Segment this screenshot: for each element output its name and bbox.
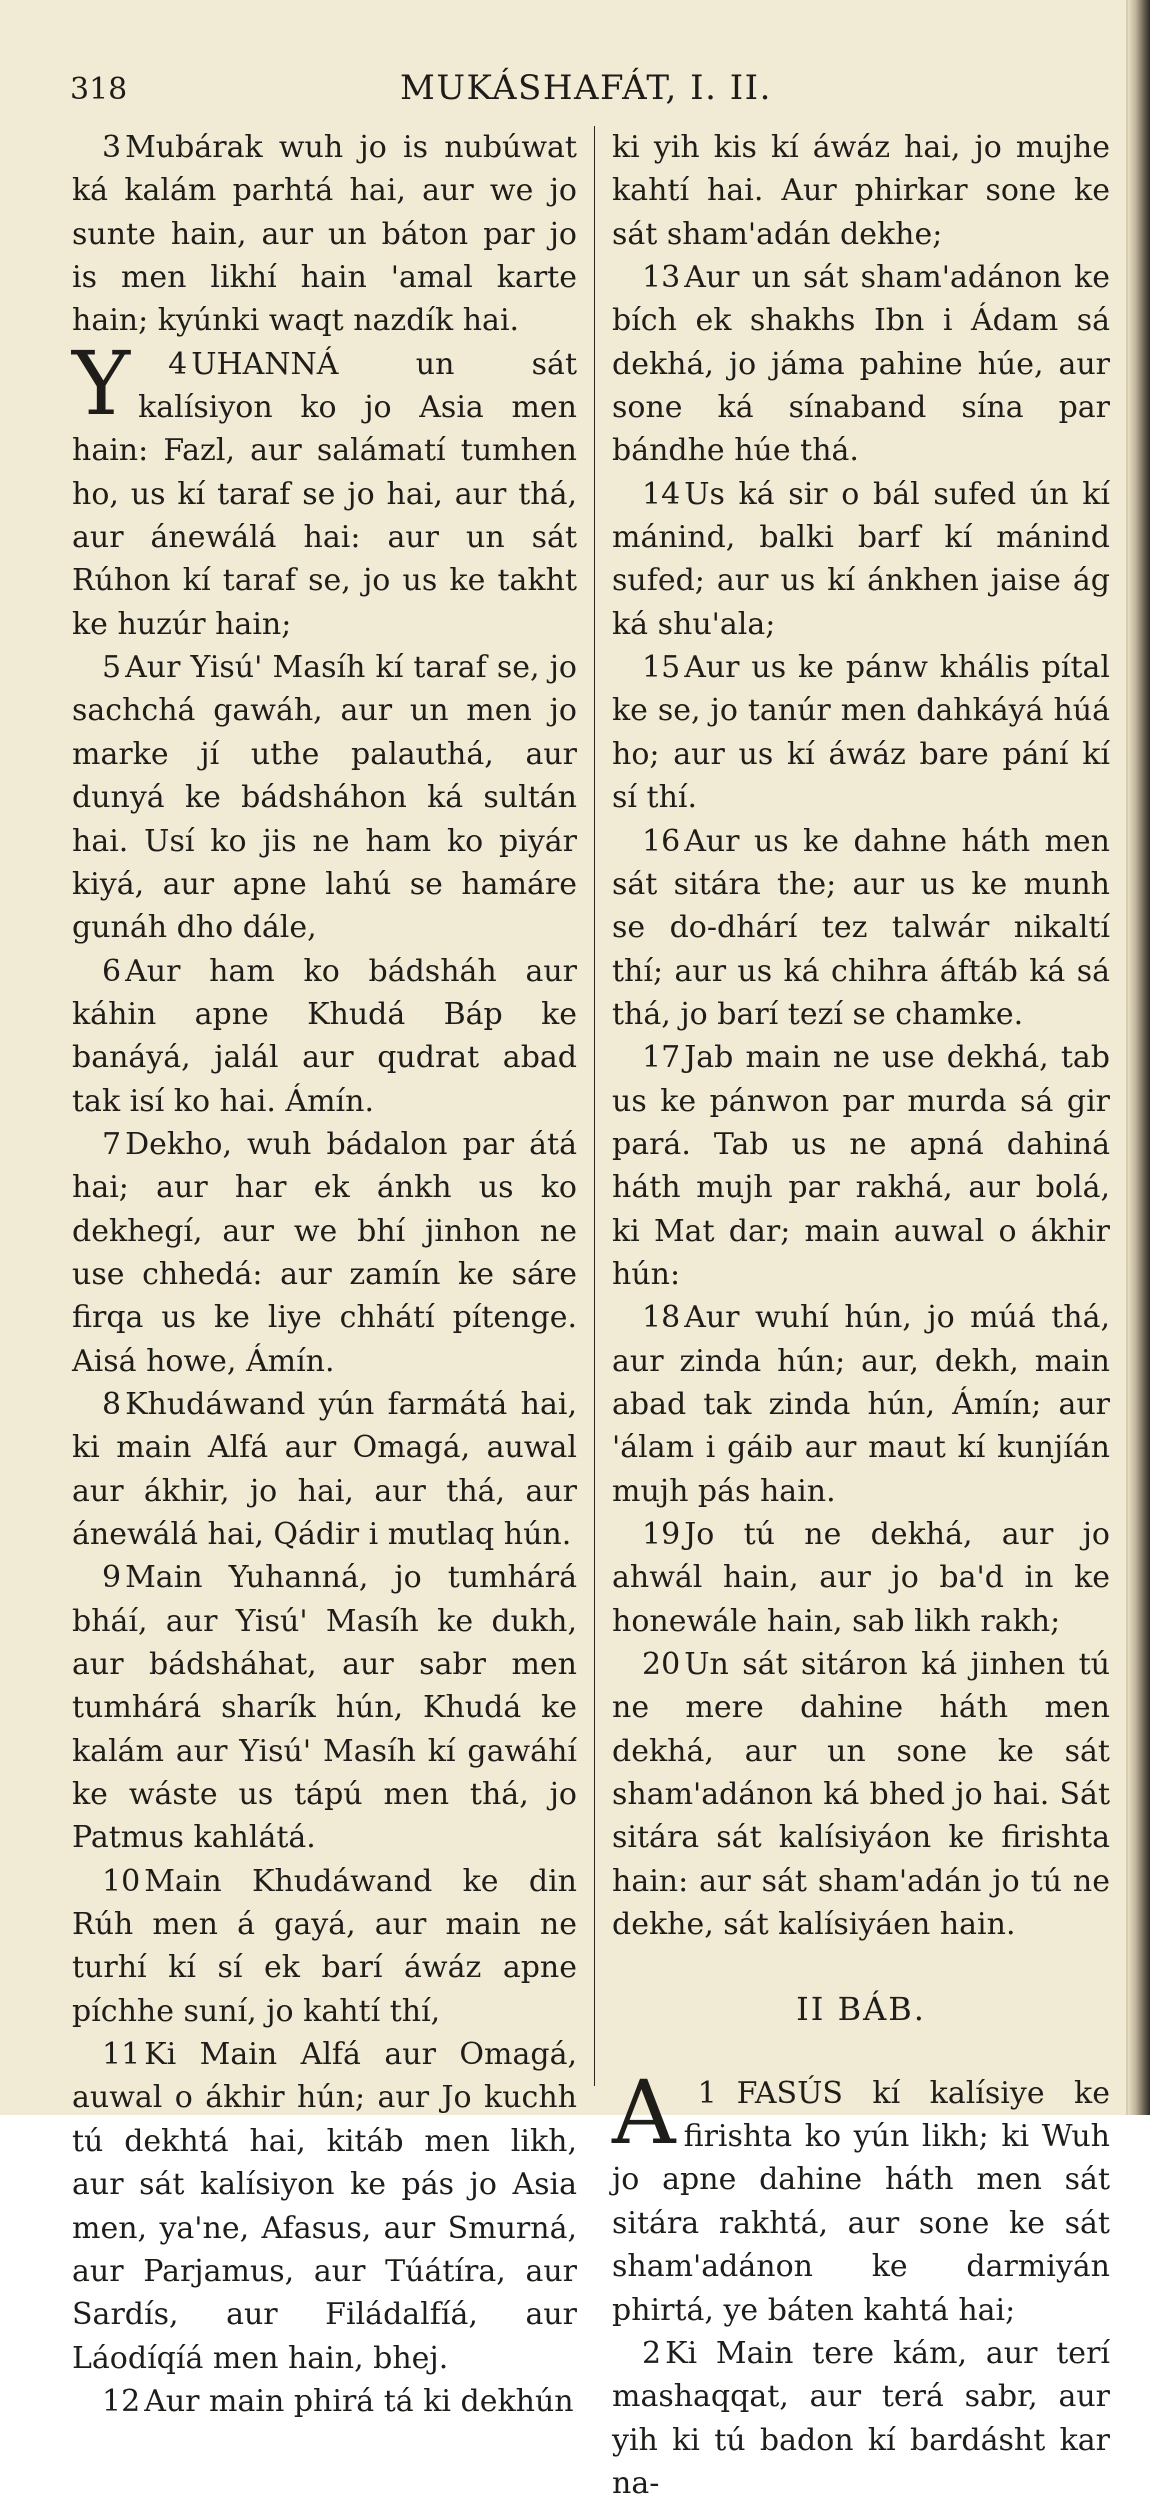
verse-text: Jo tú ne dekhá, aur jo ahwál hain, aur jo ba'd in ke honewále hain, sab likh rakh;	[612, 1517, 1110, 1639]
verse	[72, 1860, 577, 2033]
verse	[612, 256, 1110, 473]
book-page-edge	[1128, 0, 1150, 2115]
verse	[612, 1513, 1110, 1643]
verse	[612, 1296, 1110, 1513]
page-header	[0, 62, 1150, 112]
verse-number: 1	[697, 2075, 717, 2111]
verse-number: 13	[642, 260, 681, 296]
verse	[72, 331, 577, 646]
verse-text: FASÚS kí kalísiye ke firishta ko yún likh; ki Wuh jo apne dahine háth men sát sitára rakhtá, aur sone ke sát sham'adánon ke darmiyán phirtá, ye báten kahtá hai;	[612, 2075, 1110, 2328]
verse-text: Main Khudáwand ke din Rúh men á gayá, aur main ne turhí kí sí ek barí áwáz apne píchhe suní, jo kahtí thí,	[72, 1863, 577, 2029]
verse-number: 6	[102, 953, 122, 989]
verse-number: 5	[102, 650, 122, 686]
drop-cap: Y	[72, 331, 131, 435]
verse	[72, 1556, 577, 1859]
verse	[72, 1383, 577, 1556]
verse-text: UHANNÁ un sát kalísiyon ko jo Asia men hain: Fazl, aur salámatí tumhen ho, us kí taraf se jo hai, aur thá, aur ánewálá hai: aur un sát Rúhon kí taraf se, jo us ke takht ke huzúr hain;	[72, 346, 577, 642]
verse-text: Jab main ne use dekhá, tab us ke pánwon par murda sá gir pará. Tab us ne apná dahiná háth mujh par rakhá, aur bolá, ki Mat dar; main auwal o ákhir hún:	[612, 1040, 1110, 1292]
verse-text: Us ká sir o bál sufed ún kí mánind, balki barf kí mánind sufed; aur us kí ánkhen jaise ág ká shu'ala;	[612, 476, 1110, 642]
verse-number: 7	[102, 1126, 122, 1162]
verse	[72, 126, 577, 343]
verse-text: Khudáwand yún farmátá hai, ki main Alfá aur Omagá, auwal aur ákhir, jo hai, aur thá, aur ánewálá hai, Qádir i mutlaq hún.	[72, 1386, 577, 1552]
running-title: MUKÁSHAFÁT, I. II.	[400, 68, 772, 108]
verse	[72, 950, 577, 1123]
verse-number: 12	[102, 2383, 141, 2419]
drop-cap: A	[612, 2060, 676, 2164]
verse-text: Ki Main Alfá aur Omagá, auwal o ákhir hún; aur Jo kuchh tú dekhtá hai, kitáb men likh, aur sát kalísiyon ke pás jo Asia men, ya'ne, Afasus, aur Smurná, aur Parjamus, aur Túátíra, aur Sardís, aur Filádalfíá, aur Láodíqíá men hain, bhej.	[72, 2037, 577, 2376]
verse	[612, 2060, 1110, 2332]
verse	[612, 646, 1110, 819]
verse-text: Ki Main tere kám, aur terí mashaqqat, aur terá sabr, aur yih ki tú badon kí bardásht kar na-	[612, 2335, 1110, 2501]
verse	[72, 2380, 577, 2423]
verse-number: 3	[102, 130, 122, 165]
verse-text: Aur ham ko bádsháh aur káhin apne Khudá Báp ke banáyá, jalál aur qudrat abad tak isí ko hai. Ámín.	[72, 953, 577, 1119]
verse-number: 17	[642, 1040, 681, 1076]
verse-text: Aur un sát sham'adánon ke bích ek shakhs Ibn i Ádam sá dekhá, jo jáma pahine húe, aur sone ká sínaband sína par bándhe húe thá.	[612, 260, 1110, 469]
verse-number: 2	[642, 2335, 662, 2371]
verse-number: 18	[642, 1300, 681, 1336]
verse-text: Mubárak wuh jo is nubúwat ká kalám parhtá hai, aur we jo sunte hain, aur un báton par jo is men likhí hain 'amal karte hain; kyúnki waqt nazdík hai.	[72, 130, 577, 339]
chapter-heading: II BÁB.	[796, 1990, 926, 2029]
verse	[72, 2033, 577, 2380]
verse-text: Aur us ke dahne háth men sát sitára the; aur us ke munh se do-dhárí tez talwár nikaltí thí; aur us ká chihra áftáb ká sá thá, jo barí tezí se chamke.	[612, 823, 1110, 1032]
verse	[612, 820, 1110, 1037]
verse-continuation	[612, 126, 1110, 256]
verse-number: 16	[642, 823, 681, 859]
left-column	[72, 126, 577, 2423]
verse-text: Un sát sitáron ká jinhen tú ne mere dahine háth men dekhá, aur un sone ke sát sham'adánon ká bhed jo hai. Sát sitára sát kalísiyáon ke firishta hain: aur sát sham'adán jo tú ne dekhe, sát kalísiyáen hain.	[612, 1647, 1110, 1943]
verse	[612, 1036, 1110, 1296]
verse-text: ki yih kis kí áwáz hai, jo mujhe kahtí hai. Aur phirkar sone ke sát sham'adán dekhe;	[612, 130, 1110, 252]
verse	[612, 473, 1110, 646]
verse	[612, 2332, 1110, 2505]
verse-number: 20	[642, 1647, 681, 1683]
column-divider	[594, 126, 595, 2086]
verse	[72, 1123, 577, 1383]
verse-number: 4	[168, 346, 188, 382]
verse-text: Dekho, wuh bádalon par átá hai; aur har ek ánkh us ko dekhegí, aur we bhí jinhon ne use chhedá: aur zamín ke sáre firqa us ke liye chhátí pítenge. Aisá howe, Ámín.	[72, 1126, 577, 1379]
verse-number: 15	[642, 650, 681, 686]
verse	[72, 646, 577, 949]
verse-number: 11	[102, 2037, 141, 2073]
verse	[612, 1643, 1110, 1946]
page-number: 318	[70, 72, 128, 107]
right-column	[612, 126, 1110, 2505]
verse-text: Aur main phirá tá ki dekhún	[144, 2383, 574, 2419]
verse-text: Aur wuhí hún, jo múá thá, aur zinda hún; aur, dekh, main abad tak zinda hún, Ámín; aur 'álam i gáib aur maut kí kunjíán mujh pás hain.	[612, 1300, 1110, 1509]
verse-number: 19	[642, 1517, 681, 1552]
verse-text: Aur us ke pánw khális pítal ke se, jo tanúr men dahkáyá húá ho; aur us kí áwáz bare pání kí sí thí.	[612, 650, 1110, 816]
verse-text: Main Yuhanná, jo tumhárá bháí, aur Yisú' Masíh ke dukh, aur bádsháhat, aur sabr men tumhárá sharík hún, Khudá ke kalám aur Yisú' Masíh kí gawáhí ke wáste us tápú men thá, jo Patmus kahlátá.	[72, 1560, 577, 1856]
verse-number: 14	[642, 476, 681, 512]
verse-number: 10	[102, 1863, 141, 1899]
verse-number: 9	[102, 1560, 122, 1596]
verse-number: 8	[102, 1386, 122, 1422]
verse-text: Aur Yisú' Masíh kí taraf se, jo sachchá gawáh, aur un men jo marke jí uthe palauthá, aur dunyá ke bádsháhon ká sultán hai. Usí ko jis ne ham ko piyár kiyá, aur apne lahú se hamáre gunáh dho dále,	[72, 650, 577, 946]
